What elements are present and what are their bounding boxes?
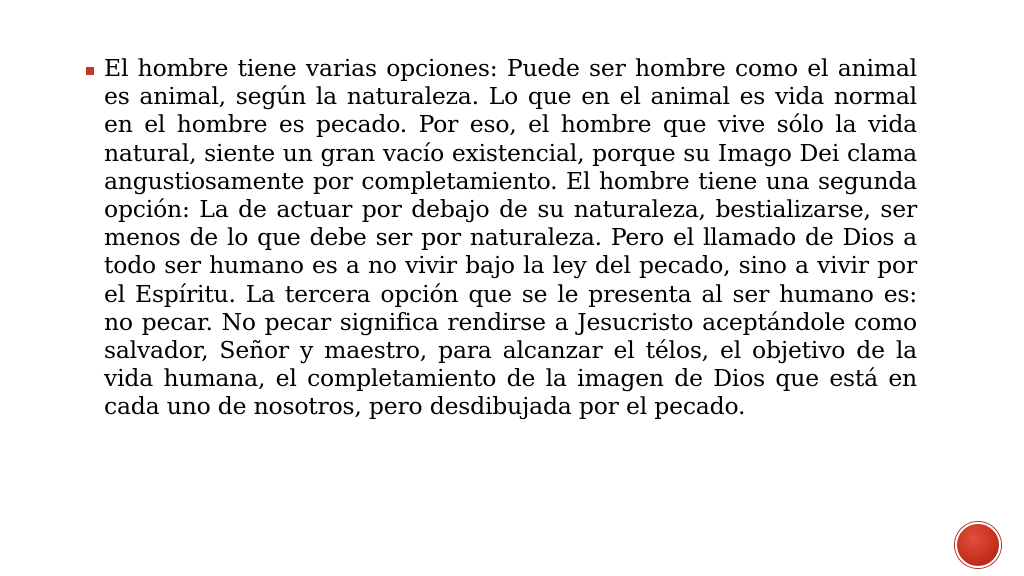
slide-number-badge [955, 522, 1001, 568]
square-bullet-icon [86, 67, 94, 75]
slide-content [82, 54, 917, 421]
bullet-text: El hombre tiene varias opciones: Puede ser hombre como el animal es animal, según la naturaleza. Lo que en el animal es vida normal en el hombre es pecado. Por eso, el hombre que vive sólo la vida natural, siente un gran vacío existencial, porque su Imago Dei clama angustiosamente por completamiento. El hombre tiene una segunda opción: La de actuar por debajo de su naturaleza, bestializarse, ser menos de lo que debe ser por naturaleza. Pero el llamado de Dios a todo ser humano es a no vivir bajo la ley del pecado, sino a vivir por el Espíritu. La tercera opción que se le presenta al ser humano es: no pecar. No pecar significa rendirse a Jesucristo aceptándole como salvador, Señor y maestro, para alcanzar el télos, el objetivo de la vida humana, el completamiento de la imagen de Dios que está en cada uno de nosotros, pero desdibujada por el pecado. [104, 54, 917, 421]
bullet-item [82, 54, 917, 421]
